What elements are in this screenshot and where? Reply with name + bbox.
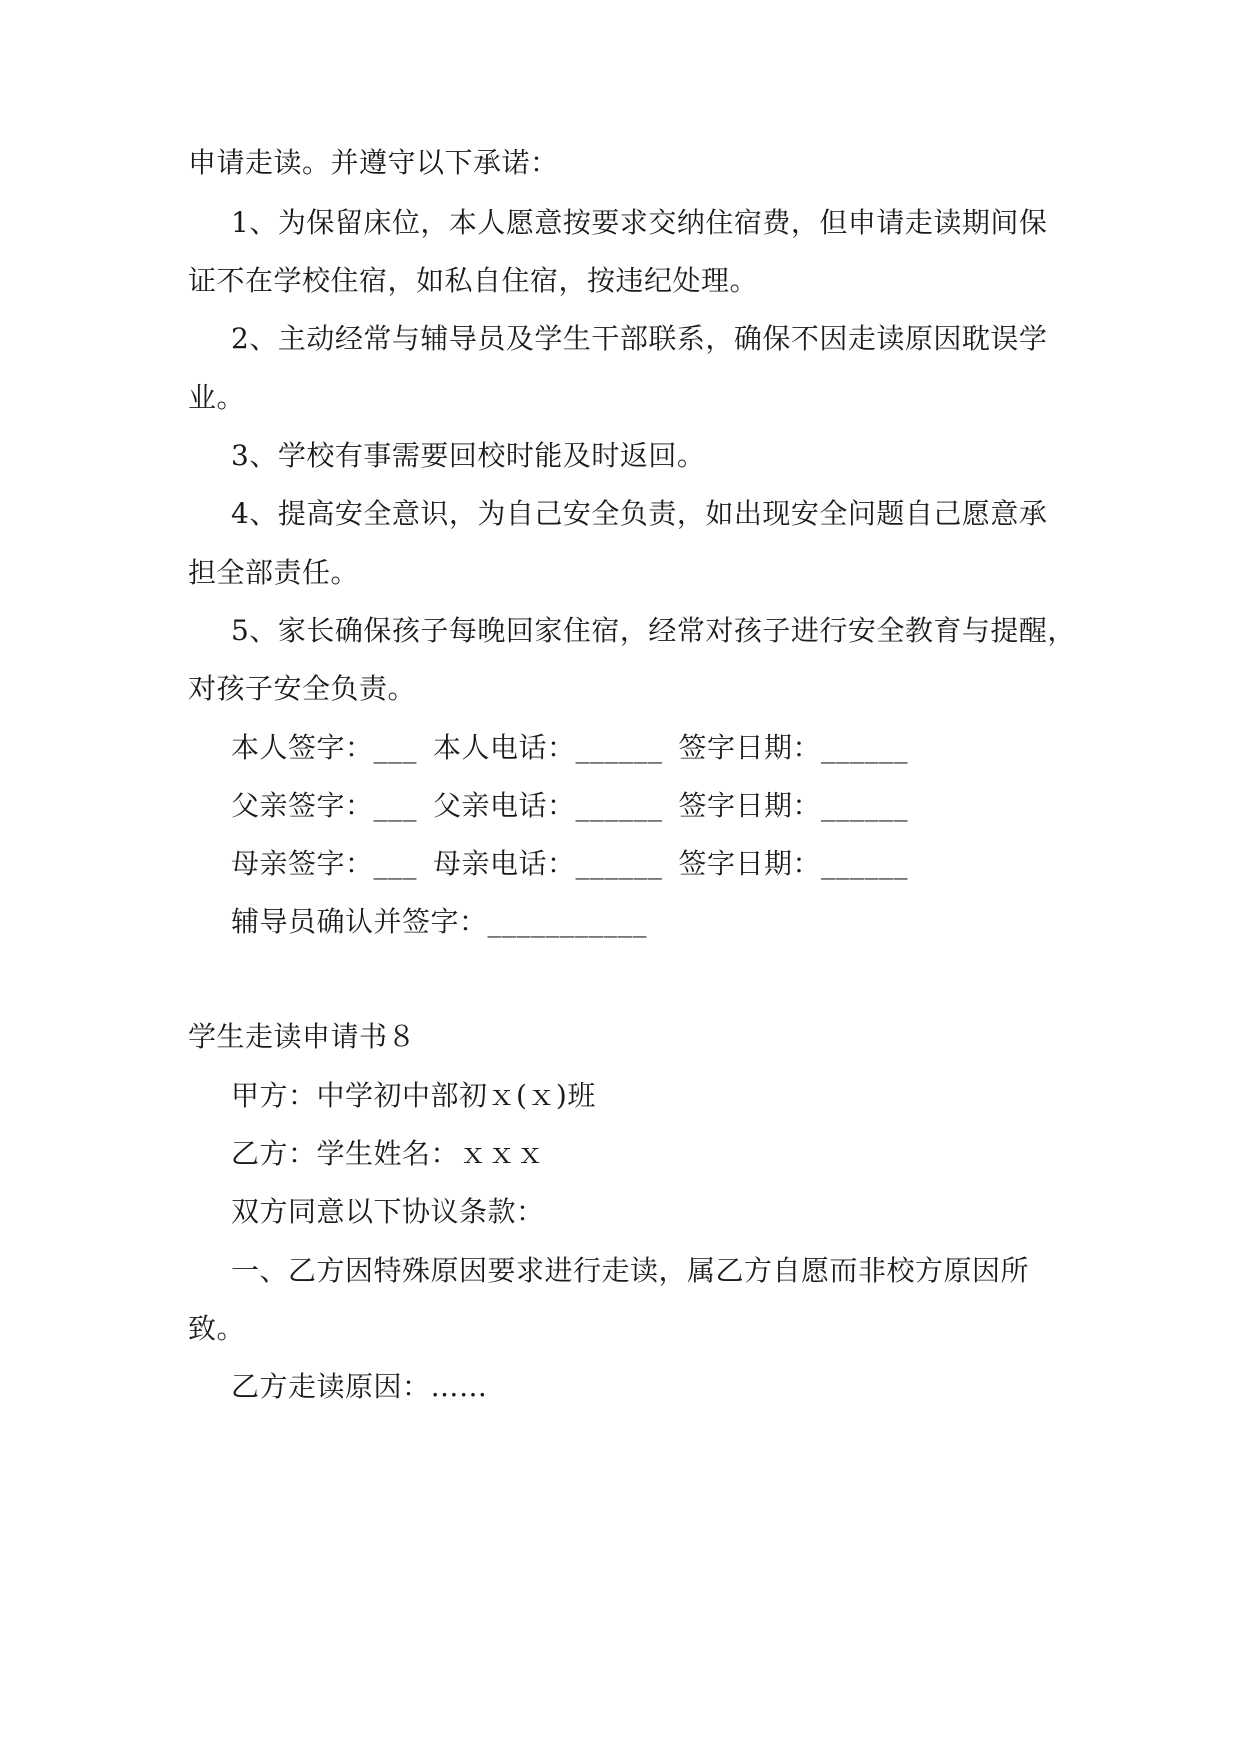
- self-phone-field: 本人电话：______: [433, 731, 663, 764]
- mother-phone-field: 母亲电话：______: [433, 847, 663, 880]
- promise-1-line-2: 证不在学校住宿，如私自住宿，按违纪处理。: [188, 264, 759, 297]
- reason-line: 乙方走读原因：……: [231, 1370, 488, 1403]
- party-b-line: 乙方：学生姓名：ｘｘｘ: [231, 1137, 545, 1170]
- father-signature-field: 父亲签字：___: [231, 789, 418, 822]
- signature-row-father: [231, 789, 908, 823]
- promise-2-line-2: 业。: [188, 381, 246, 414]
- promise-1-line-1: 1、为保留床位，本人愿意按要求交纳住宿费，但申请走读期间保: [231, 206, 1048, 239]
- mother-signature-field: 母亲签字：___: [231, 847, 418, 880]
- father-phone-field: 父亲电话：______: [433, 789, 663, 822]
- party-a-line: 甲方：中学初中部初ｘ(ｘ)班: [231, 1079, 596, 1112]
- section-8-title: 学生走读申请书８: [188, 1020, 417, 1053]
- father-date-field: 签字日期：______: [678, 789, 909, 822]
- promise-4-line-2: 担全部责任。: [188, 556, 360, 589]
- promise-4-line-1: 4、提高安全意识，为自己安全负责，如出现安全问题自己愿意承: [231, 497, 1048, 530]
- self-date-field: 签字日期：______: [678, 731, 909, 764]
- agreement-intro-line: 双方同意以下协议条款：: [231, 1195, 545, 1228]
- promise-5-line-1: 5、家长确保孩子每晚回家住宿，经常对孩子进行安全教育与提醒，: [231, 614, 1076, 647]
- self-signature-field: 本人签字：___: [231, 731, 418, 764]
- promise-5-line-2: 对孩子安全负责。: [188, 672, 417, 705]
- promise-3-line-1: 3、学校有事需要回校时能及时返回。: [231, 439, 706, 472]
- clause-1-line-2: 致。: [188, 1312, 246, 1345]
- signature-row-mother: [231, 847, 908, 881]
- clause-1-line-1: 一、乙方因特殊原因要求进行走读，属乙方自愿而非校方原因所: [231, 1254, 1030, 1287]
- signature-row-self: [231, 731, 908, 765]
- mother-date-field: 签字日期：______: [678, 847, 909, 880]
- promise-2-line-1: 2、主动经常与辅导员及学生干部联系，确保不因走读原因耽误学: [231, 322, 1048, 355]
- intro-line: 申请走读。并遵守以下承诺：: [188, 146, 559, 179]
- counselor-signature-line: 辅导员确认并签字：___________: [231, 905, 648, 938]
